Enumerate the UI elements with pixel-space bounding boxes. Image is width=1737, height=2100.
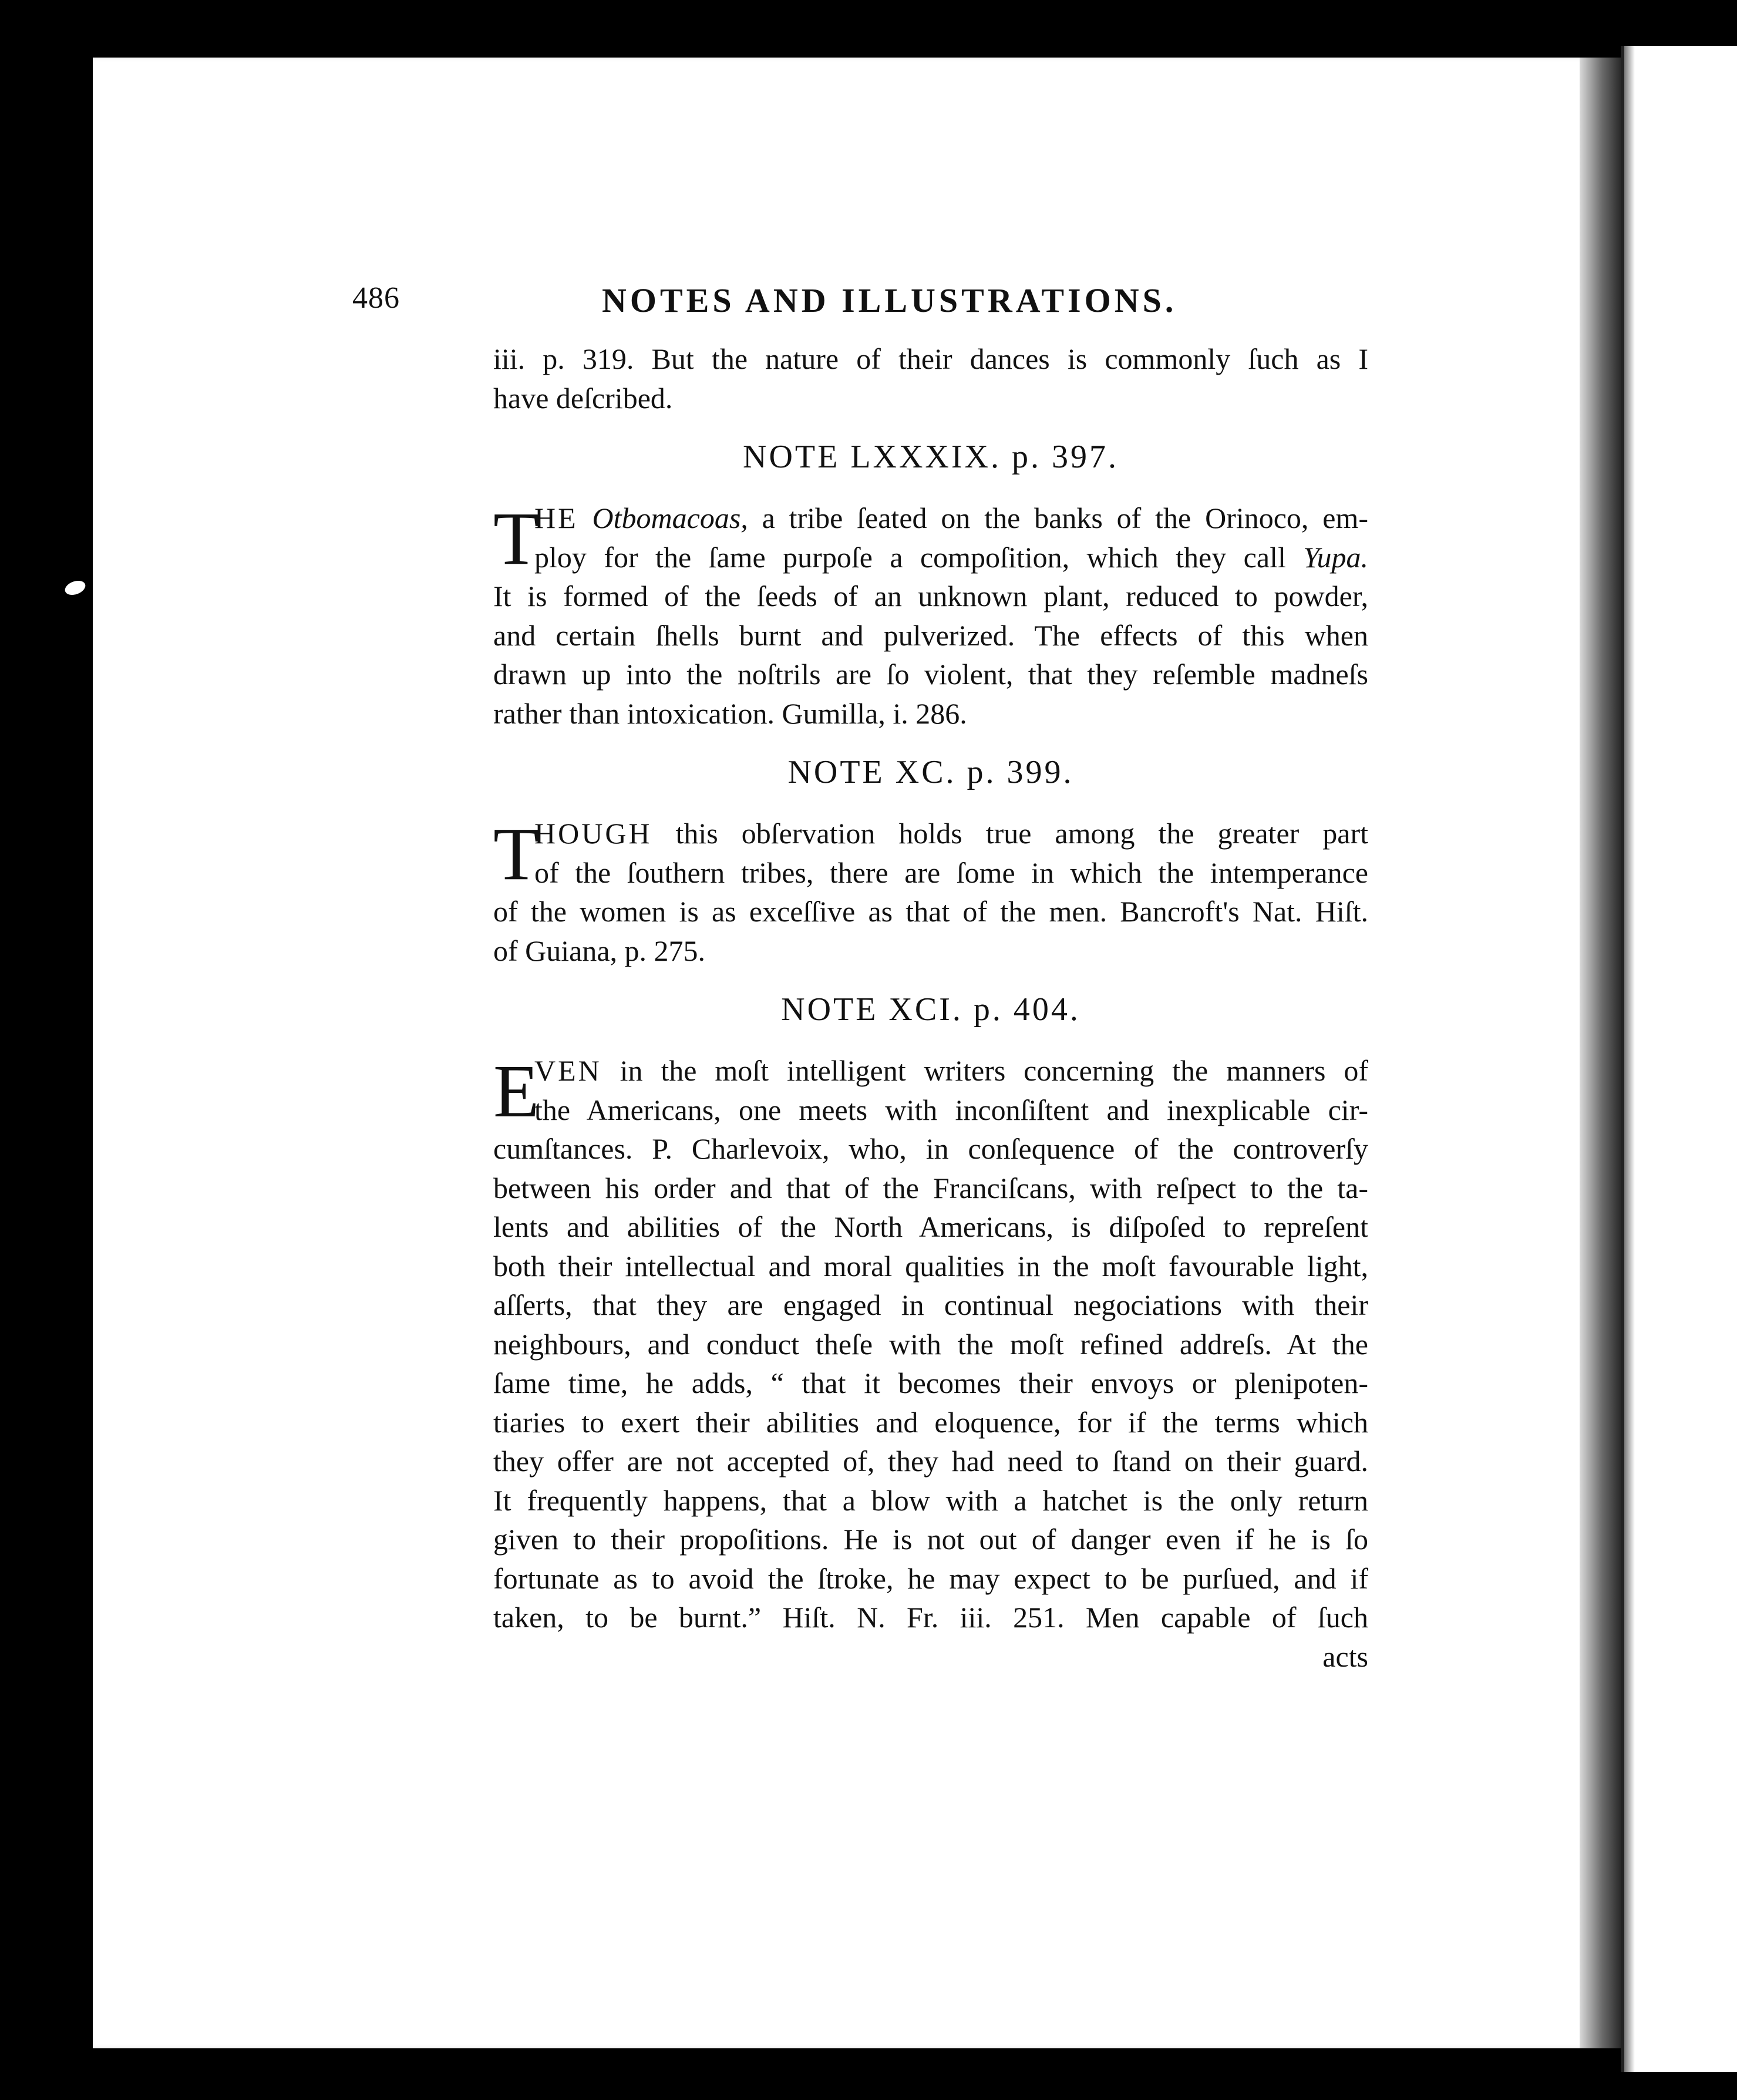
- note-paragraph: [493, 1051, 1368, 1637]
- catchword: acts: [1322, 1640, 1368, 1673]
- text-line: taken, to be burnt.” Hiſt. N. Fr. iii. 251. Men capable of ſuch: [493, 1601, 1368, 1634]
- margin-speck: [63, 578, 87, 598]
- page-number: 486: [352, 281, 400, 315]
- note-heading: NOTE XC. p. 399.: [787, 754, 1074, 790]
- drop-cap: T: [493, 497, 540, 580]
- page-header: [352, 276, 1371, 323]
- drop-cap: T: [493, 812, 540, 896]
- text-line: lents and abilities of the North Americans, is diſpoſed to repreſent: [493, 1210, 1368, 1243]
- text-line: neighbours, and conduct theſe with the moſt refined addreſs. At the: [493, 1327, 1368, 1361]
- text-line: aſſerts, that they are engaged in continual negociations with their: [493, 1288, 1368, 1321]
- text-line: ſame time, he adds, “ that it becomes their envoys or plenipoten-: [493, 1367, 1368, 1399]
- text-line: the Americans, one meets with inconſiſtent and inexplicable cir-: [534, 1093, 1368, 1126]
- text-line: HOUGH this obſervation holds true among the greater part: [534, 817, 1368, 850]
- text-line: rather than intoxication. Gumilla, i. 286.: [493, 696, 967, 730]
- note-paragraph: [493, 814, 1368, 970]
- text-line: iii. p. 319. But the nature of their dances is commonly ſuch as I: [493, 342, 1368, 375]
- note-heading: NOTE LXXXIX. p. 397.: [743, 439, 1119, 475]
- text-line: both their intellectual and moral qualities in the moſt favourable light,: [493, 1249, 1368, 1283]
- text-line: of the women is as exceſſive as that of the men. Bancroft's Nat. Hiſt.: [493, 895, 1368, 928]
- text-line: of the ſouthern tribes, there are ſome in which the intemperance: [534, 856, 1368, 889]
- facing-page-edge: [1621, 46, 1737, 2072]
- page-gutter: [1580, 58, 1621, 2048]
- page-body: [493, 339, 1368, 1676]
- text-line: and certain ſhells burnt and pulverized. The effects of this when: [493, 618, 1368, 652]
- text-line: VEN in the moſt intelligent writers concerning the manners of: [534, 1054, 1369, 1087]
- text-line: drawn up into the noſtrils are ſo violent, that they reſemble madneſs: [493, 658, 1368, 691]
- text-line: It is formed of the ſeeds of an unknown plant, reduced to powder,: [493, 580, 1368, 612]
- note-heading: NOTE XCI. p. 404.: [781, 991, 1080, 1028]
- text-line: given to their propoſitions. He is not out of danger even if he is ſo: [493, 1523, 1368, 1556]
- text-line: fortunate as to avoid the ſtroke, he may expect to be purſued, and if: [493, 1561, 1368, 1595]
- text-line: have deſcribed.: [493, 381, 673, 415]
- text-line: of Guiana, p. 275.: [493, 934, 706, 967]
- text-line: tiaries to exert their abilities and eloquence, for if the terms which: [493, 1405, 1368, 1439]
- running-head: NOTES AND ILLUSTRATIONS.: [602, 281, 1177, 319]
- drop-cap: E: [493, 1049, 540, 1133]
- text-line: between his order and that of the Franciſcans, with reſpect to the ta-: [493, 1171, 1368, 1204]
- text-line: ploy for the ſame purpoſe a compoſition, which they call Yupa.: [534, 540, 1369, 574]
- text-line: HE Otbomacoas, a tribe ſeated on the banks of the Orinoco, em-: [534, 502, 1369, 534]
- note-paragraph: [493, 499, 1368, 733]
- text-line: cumſtances. P. Charlevoix, who, in conſequence of the controverſy: [493, 1132, 1368, 1165]
- text-line: It frequently happens, that a blow with a hatchet is the only return: [493, 1483, 1368, 1517]
- text-line: they offer are not accepted of, they had need to ſtand on their guard.: [493, 1445, 1368, 1478]
